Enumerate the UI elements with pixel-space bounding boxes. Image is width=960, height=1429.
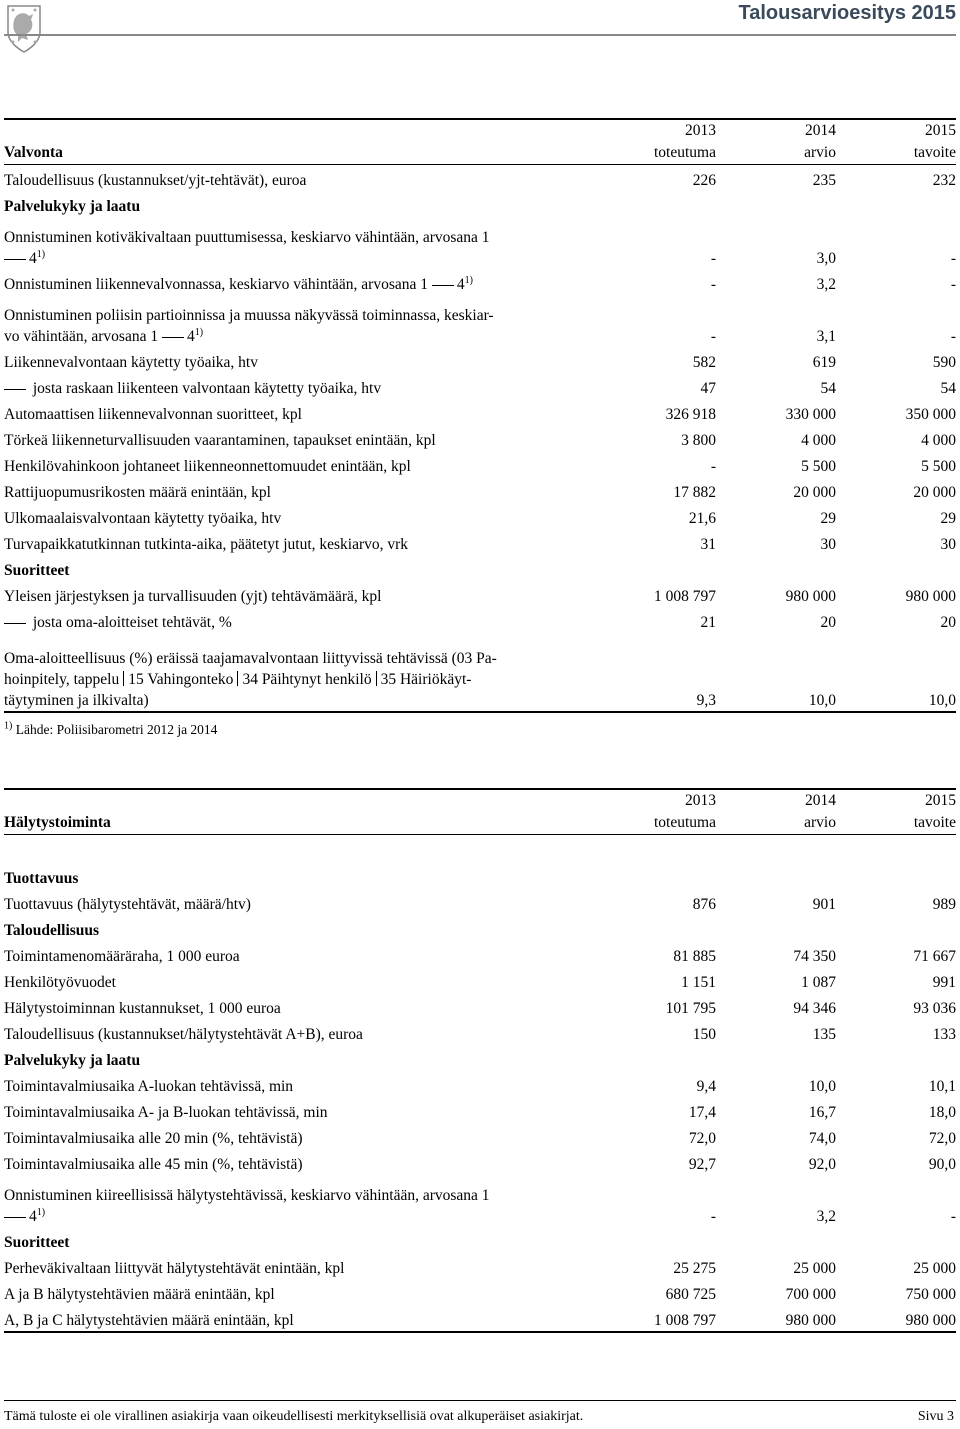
table-row: Onnistuminen kiireellisissä hälytystehtävissä, keskiarvo vähintään, arvosana 1 4$^{1)}$ - 3,2 - (4, 1187, 956, 1225)
halytystoiminta-table (4, 788, 956, 1333)
table-row: Hälytystoiminnan kustannukset, 1 000 euroa 101 795 94 346 93 036 (4, 1000, 956, 1017)
section-row: Palvelukyky ja laatu (4, 1052, 141, 1069)
footnote: $^{1)}$ Lähde: Poliisibarometri 2012 ja 2014 (4, 720, 218, 737)
section-row: Taloudellisuus (4, 922, 100, 939)
table-row: Onnistuminen poliisin partioinnissa ja muussa näkyvässä toiminnassa, keskiar- vo vähintään, arvosana 1 4$^{1)}$ - 3,1 - (4, 307, 956, 345)
table-row: A, B ja C hälytystehtävien määrä enintään, kpl 1 008 797 980 000 980 000 (4, 1305, 956, 1332)
table-row: Henkilövahinkoon johtaneet liikenneonnettomuudet enintään, kpl - 5 500 5 500 (4, 458, 956, 475)
table-row: Toimintavalmiusaika A-luokan tehtävissä, min 9,4 10,0 10,1 (4, 1078, 956, 1095)
table-row: Onnistuminen liikennevalvonnassa, keskiarvo vähintään, arvosana 1 4$^{1)}$ - 3,2 - (4, 274, 956, 293)
footer-divider (4, 1400, 956, 1401)
table-heading: Valvonta (4, 144, 63, 161)
table-row: Onnistuminen kotiväkivaltaan puuttumisessa, keskiarvo vähintään, arvosana 1 4$^{1)}$ - 3,0 - (4, 229, 956, 267)
section-row: Tuottavuus (4, 870, 79, 887)
document-title: Talousarvioesitys 2015 (738, 2, 956, 24)
table-heading: Hälytystoiminta (4, 814, 111, 831)
table-row: josta oma-aloitteiset tehtävät, % 21 20 20 (4, 607, 956, 633)
sub-row-dash (4, 623, 26, 624)
page-number: Sivu 3 (917, 1409, 954, 1424)
table-row: Taloudellisuus (kustannukset/yjt-tehtävät), euroa 226 235 232 (4, 172, 956, 189)
range-dash (162, 337, 184, 338)
table-row: Ulkomaalaisvalvontaan käytetty työaika, htv 21,6 29 29 (4, 510, 956, 527)
col-header-2013: 2013 toteutuma (654, 122, 716, 161)
table-row: Turvapaikkatutkinnan tutkinta-aika, päätetyt jutut, keskiarvo, vrk 31 30 30 (4, 536, 956, 553)
range-dash (4, 259, 26, 260)
table-row: Yleisen järjestyksen ja turvallisuuden (yjt) tehtävämäärä, kpl 1 008 797 980 000 980 000 (4, 588, 956, 605)
section-row: Suoritteet (4, 562, 70, 579)
footer-disclaimer: Tämä tuloste ei ole virallinen asiakirja vaan oikeudellisesti merkityksellisiä ovat alkuperäiset asiakirjat. (4, 1409, 584, 1424)
valvonta-table (4, 118, 956, 713)
table-row: Oma-aloitteellisuus (%) eräissä taajamavalvontaan liittyvissä tehtävissä (03 Pa- hoinpitely, tappelu 15 Vahingonteko 34 Päihtynyt henkilö 35 Häiriökäyt- täytyminen ja ilkivalta) 9,3 10,0 10,0 (4, 633, 956, 712)
col-header-2014: 2014 arvio (804, 122, 836, 161)
table-row: Toimintavalmiusaika alle 45 min (%, tehtävistä) 92,7 92,0 90,0 (4, 1156, 956, 1173)
table-row: Perheväkivaltaan liittyvät hälytystehtävät enintään, kpl 25 275 25 000 25 000 (4, 1260, 956, 1277)
section-row: Suoritteet (4, 1234, 70, 1251)
coat-of-arms-icon (4, 2, 44, 54)
table-row: Liikennevalvontaan käytetty työaika, htv 582 619 590 (4, 354, 956, 371)
sub-row-dash (4, 389, 26, 390)
table-header-row (4, 789, 956, 835)
table-row: Automaattisen liikennevalvonnan suoritteet, kpl 326 918 330 000 350 000 (4, 406, 956, 423)
col-header-2015: 2015 tavoite (913, 122, 956, 161)
section-row: Palvelukyky ja laatu (4, 198, 141, 215)
range-dash (4, 1217, 26, 1218)
table-row: A ja B hälytystehtävien määrä enintään, kpl 680 725 700 000 750 000 (4, 1286, 956, 1303)
table-row: Rattijuopumusrikosten määrä enintään, kpl 17 882 20 000 20 000 (4, 484, 956, 501)
table-row: Tuottavuus (hälytystehtävät, määrä/htv) 876 901 989 (4, 896, 956, 913)
spacer-row (4, 835, 956, 864)
header-divider (4, 34, 956, 36)
table-row: Törkeä liikenneturvallisuuden vaarantaminen, tapaukset enintään, kpl 3 800 4 000 4 000 (4, 432, 956, 449)
col-header-2013: 2013 toteutuma (654, 792, 716, 831)
table-row: Henkilötyövuodet 1 151 1 087 991 (4, 974, 956, 991)
table-row: Toimintavalmiusaika A- ja B-luokan tehtävissä, min 17,4 16,7 18,0 (4, 1104, 956, 1121)
col-header-2015: 2015 tavoite (913, 792, 956, 831)
col-header-2014: 2014 arvio (804, 792, 836, 831)
range-dash (432, 285, 454, 286)
table-header-row (4, 119, 956, 165)
table-row: josta raskaan liikenteen valvontaan käytetty työaika, htv 47 54 54 (4, 373, 956, 399)
table-row: Toimintavalmiusaika alle 20 min (%, tehtävistä) 72,0 74,0 72,0 (4, 1130, 956, 1147)
table-row: Toimintamenomääräraha, 1 000 euroa 81 885 74 350 71 667 (4, 948, 956, 965)
table-row: Taloudellisuus (kustannukset/hälytystehtävät A+B), euroa 150 135 133 (4, 1026, 956, 1043)
